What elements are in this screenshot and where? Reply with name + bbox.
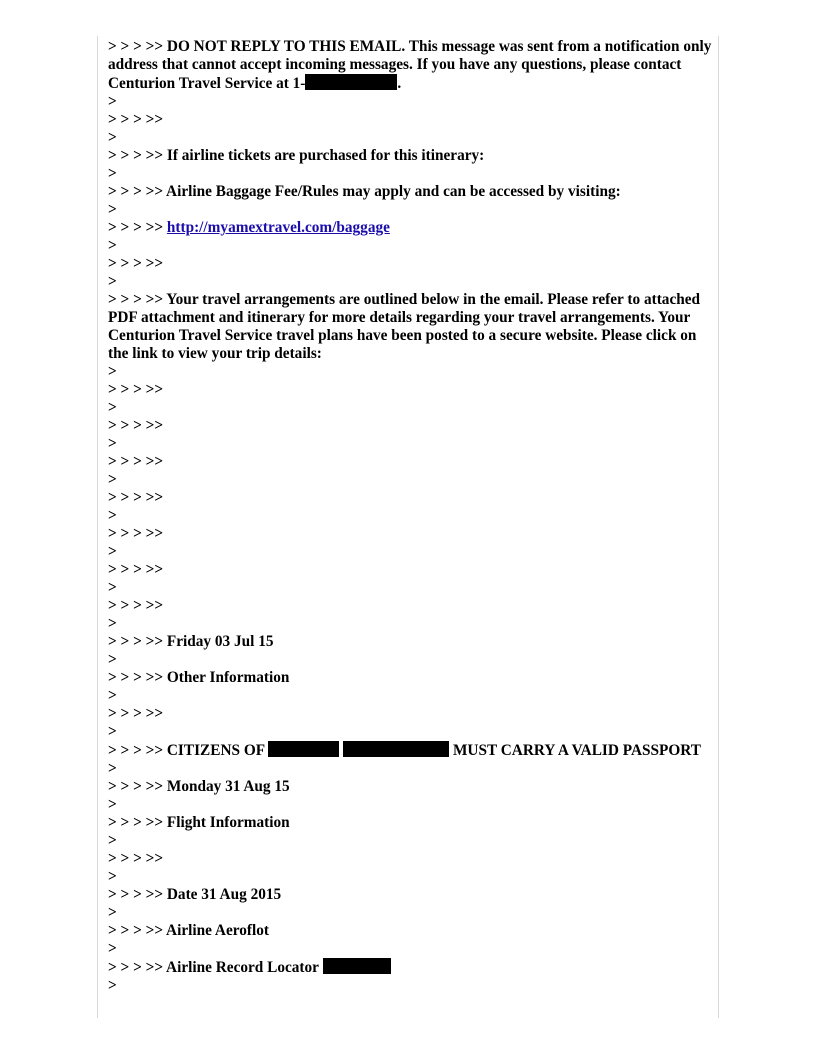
empty-quote-line: > > > >>: [108, 453, 164, 470]
quote-marker: >: [108, 363, 117, 380]
baggage-link-line: [108, 219, 712, 237]
quote-marker: >: [108, 93, 117, 110]
empty-quote-line: > > > >>: [108, 489, 164, 506]
flight-information-heading: > > > >> Flight Information: [108, 814, 290, 831]
empty-quote-line: > > > >>: [108, 111, 164, 128]
quote-marker: >: [108, 940, 117, 957]
notice-period: .: [397, 75, 402, 92]
citizens-suffix: MUST CARRY A VALID PASSPORT: [449, 742, 701, 759]
quote-marker: >: [108, 201, 117, 218]
quote-marker: >: [108, 904, 117, 921]
quote-marker: >: [108, 165, 117, 182]
quote-marker: >: [108, 507, 117, 524]
quote-marker: >: [108, 687, 117, 704]
tickets-heading: > > > >> If airline tickets are purchased for this itinerary:: [108, 147, 485, 164]
baggage-text: > > > >> Airline Baggage Fee/Rules may apply and can be accessed by visiting:: [108, 183, 621, 200]
page-left-border: [97, 36, 98, 1018]
page-right-border: [718, 36, 719, 1018]
quote-marker: >: [108, 129, 117, 146]
quote-marker: >: [108, 868, 117, 885]
quote-marker: >: [108, 651, 117, 668]
baggage-link-prefix: > > > >>: [108, 219, 167, 236]
quote-marker: >: [108, 977, 117, 994]
quote-marker: >: [108, 832, 117, 849]
citizens-prefix: > > > >> CITIZENS OF: [108, 742, 269, 759]
quote-marker: >: [108, 579, 117, 596]
record-locator-line: [108, 958, 712, 977]
quote-marker: >: [108, 273, 117, 290]
other-information-heading: > > > >> Other Information: [108, 669, 290, 686]
quote-marker: >: [108, 543, 117, 560]
empty-quote-line: > > > >>: [108, 597, 164, 614]
empty-quote-line: > > > >>: [108, 417, 164, 434]
no-reply-notice: [108, 38, 712, 93]
quote-marker: >: [108, 760, 117, 777]
quote-marker: >: [108, 399, 117, 416]
empty-quote-line: > > > >>: [108, 255, 164, 272]
quote-marker: >: [108, 435, 117, 452]
notice-prefix: > > > >>: [108, 38, 167, 55]
redacted-phone-number: [305, 74, 397, 90]
notice-text: DO NOT REPLY TO THIS EMAIL. This message was sent from a notification only address that cannot accept incoming messages. If you have any questions, please contact Centurion Travel Service at 1-: [108, 38, 712, 92]
travel-arrangements-text: > > > >> Your travel arrangements are outlined below in the email. Please refer to attached PDF attachment and itinerary for more details regarding your travel arrangements. Your Centurion Travel Service travel plans have been posted to a secure website. Please click on the link to view your trip details:: [108, 291, 701, 362]
flight-date: > > > >> Date 31 Aug 2015: [108, 886, 282, 903]
empty-quote-line: > > > >>: [108, 525, 164, 542]
redacted-record-locator: [323, 958, 391, 974]
empty-quote-line: > > > >>: [108, 705, 164, 722]
passport-notice: [108, 741, 712, 760]
quote-marker: >: [108, 796, 117, 813]
empty-quote-line: > > > >>: [108, 561, 164, 578]
empty-quote-line: > > > >>: [108, 381, 164, 398]
quote-marker: >: [108, 471, 117, 488]
date-heading-friday: > > > >> Friday 03 Jul 15: [108, 633, 274, 650]
quote-marker: >: [108, 237, 117, 254]
quote-marker: >: [108, 723, 117, 740]
redacted-country-part-2: [343, 741, 449, 757]
baggage-link[interactable]: http://myamextravel.com/baggage: [166, 219, 390, 236]
airline-name: > > > >> Airline Aeroflot: [108, 922, 269, 939]
empty-quote-line: > > > >>: [108, 850, 164, 867]
record-locator-label: > > > >> Airline Record Locator: [108, 959, 323, 976]
quote-marker: >: [108, 615, 117, 632]
email-body: [108, 38, 712, 995]
redacted-country-part-1: [268, 741, 339, 757]
date-heading-monday: > > > >> Monday 31 Aug 15: [108, 778, 290, 795]
